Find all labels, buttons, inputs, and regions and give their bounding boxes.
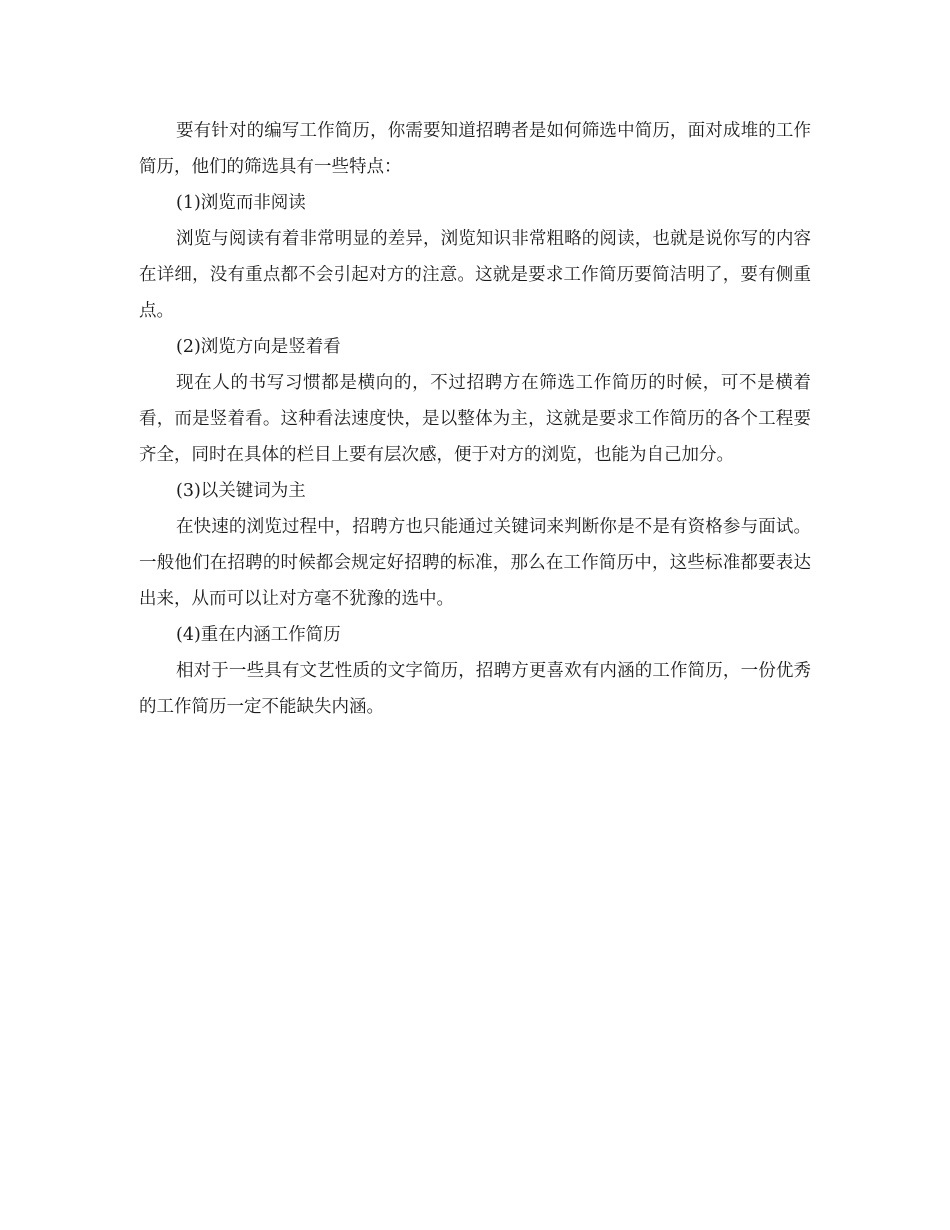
section-paragraph-1: 浏览与阅读有着非常明显的差异，浏览知识非常粗略的阅读，也就是说你写的内容在详细，没有重点都不会引起对方的注意。这就是要求工作简历要简洁明了，要有侧重点。 <box>139 229 811 321</box>
section-heading-3: (3)以关键词为主 <box>176 481 306 501</box>
section-paragraph-2: 现在人的书写习惯都是横向的，不过招聘方在筛选工作简历的时候，可不是横着看，而是竖着看。这种看法速度快，是以整体为主，这就是要求工作简历的各个工程要齐全，同时在具体的栏目上要有层次感，便于对方的浏览，也能为自己加分。 <box>139 373 811 465</box>
section-heading-2: (2)浏览方向是竖着看 <box>176 337 341 357</box>
section-heading-1: (1)浏览而非阅读 <box>176 193 306 213</box>
document-body <box>139 113 811 725</box>
intro-paragraph: 要有针对的编写工作简历，你需要知道招聘者是如何筛选中简历，面对成堆的工作简历，他们的筛选具有一些特点： <box>139 121 811 177</box>
section-paragraph-3: 在快速的浏览过程中，招聘方也只能通过关键词来判断你是不是有资格参与面试。一般他们在招聘的时候都会规定好招聘的标准，那么在工作简历中，这些标准都要表达出来，从而可以让对方毫不犹豫的选中。 <box>139 517 811 609</box>
section-paragraph-4: 相对于一些具有文艺性质的文字简历，招聘方更喜欢有内涵的工作简历，一份优秀的工作简历一定不能缺失内涵。 <box>139 661 811 717</box>
section-heading-4: (4)重在内涵工作简历 <box>176 625 341 645</box>
